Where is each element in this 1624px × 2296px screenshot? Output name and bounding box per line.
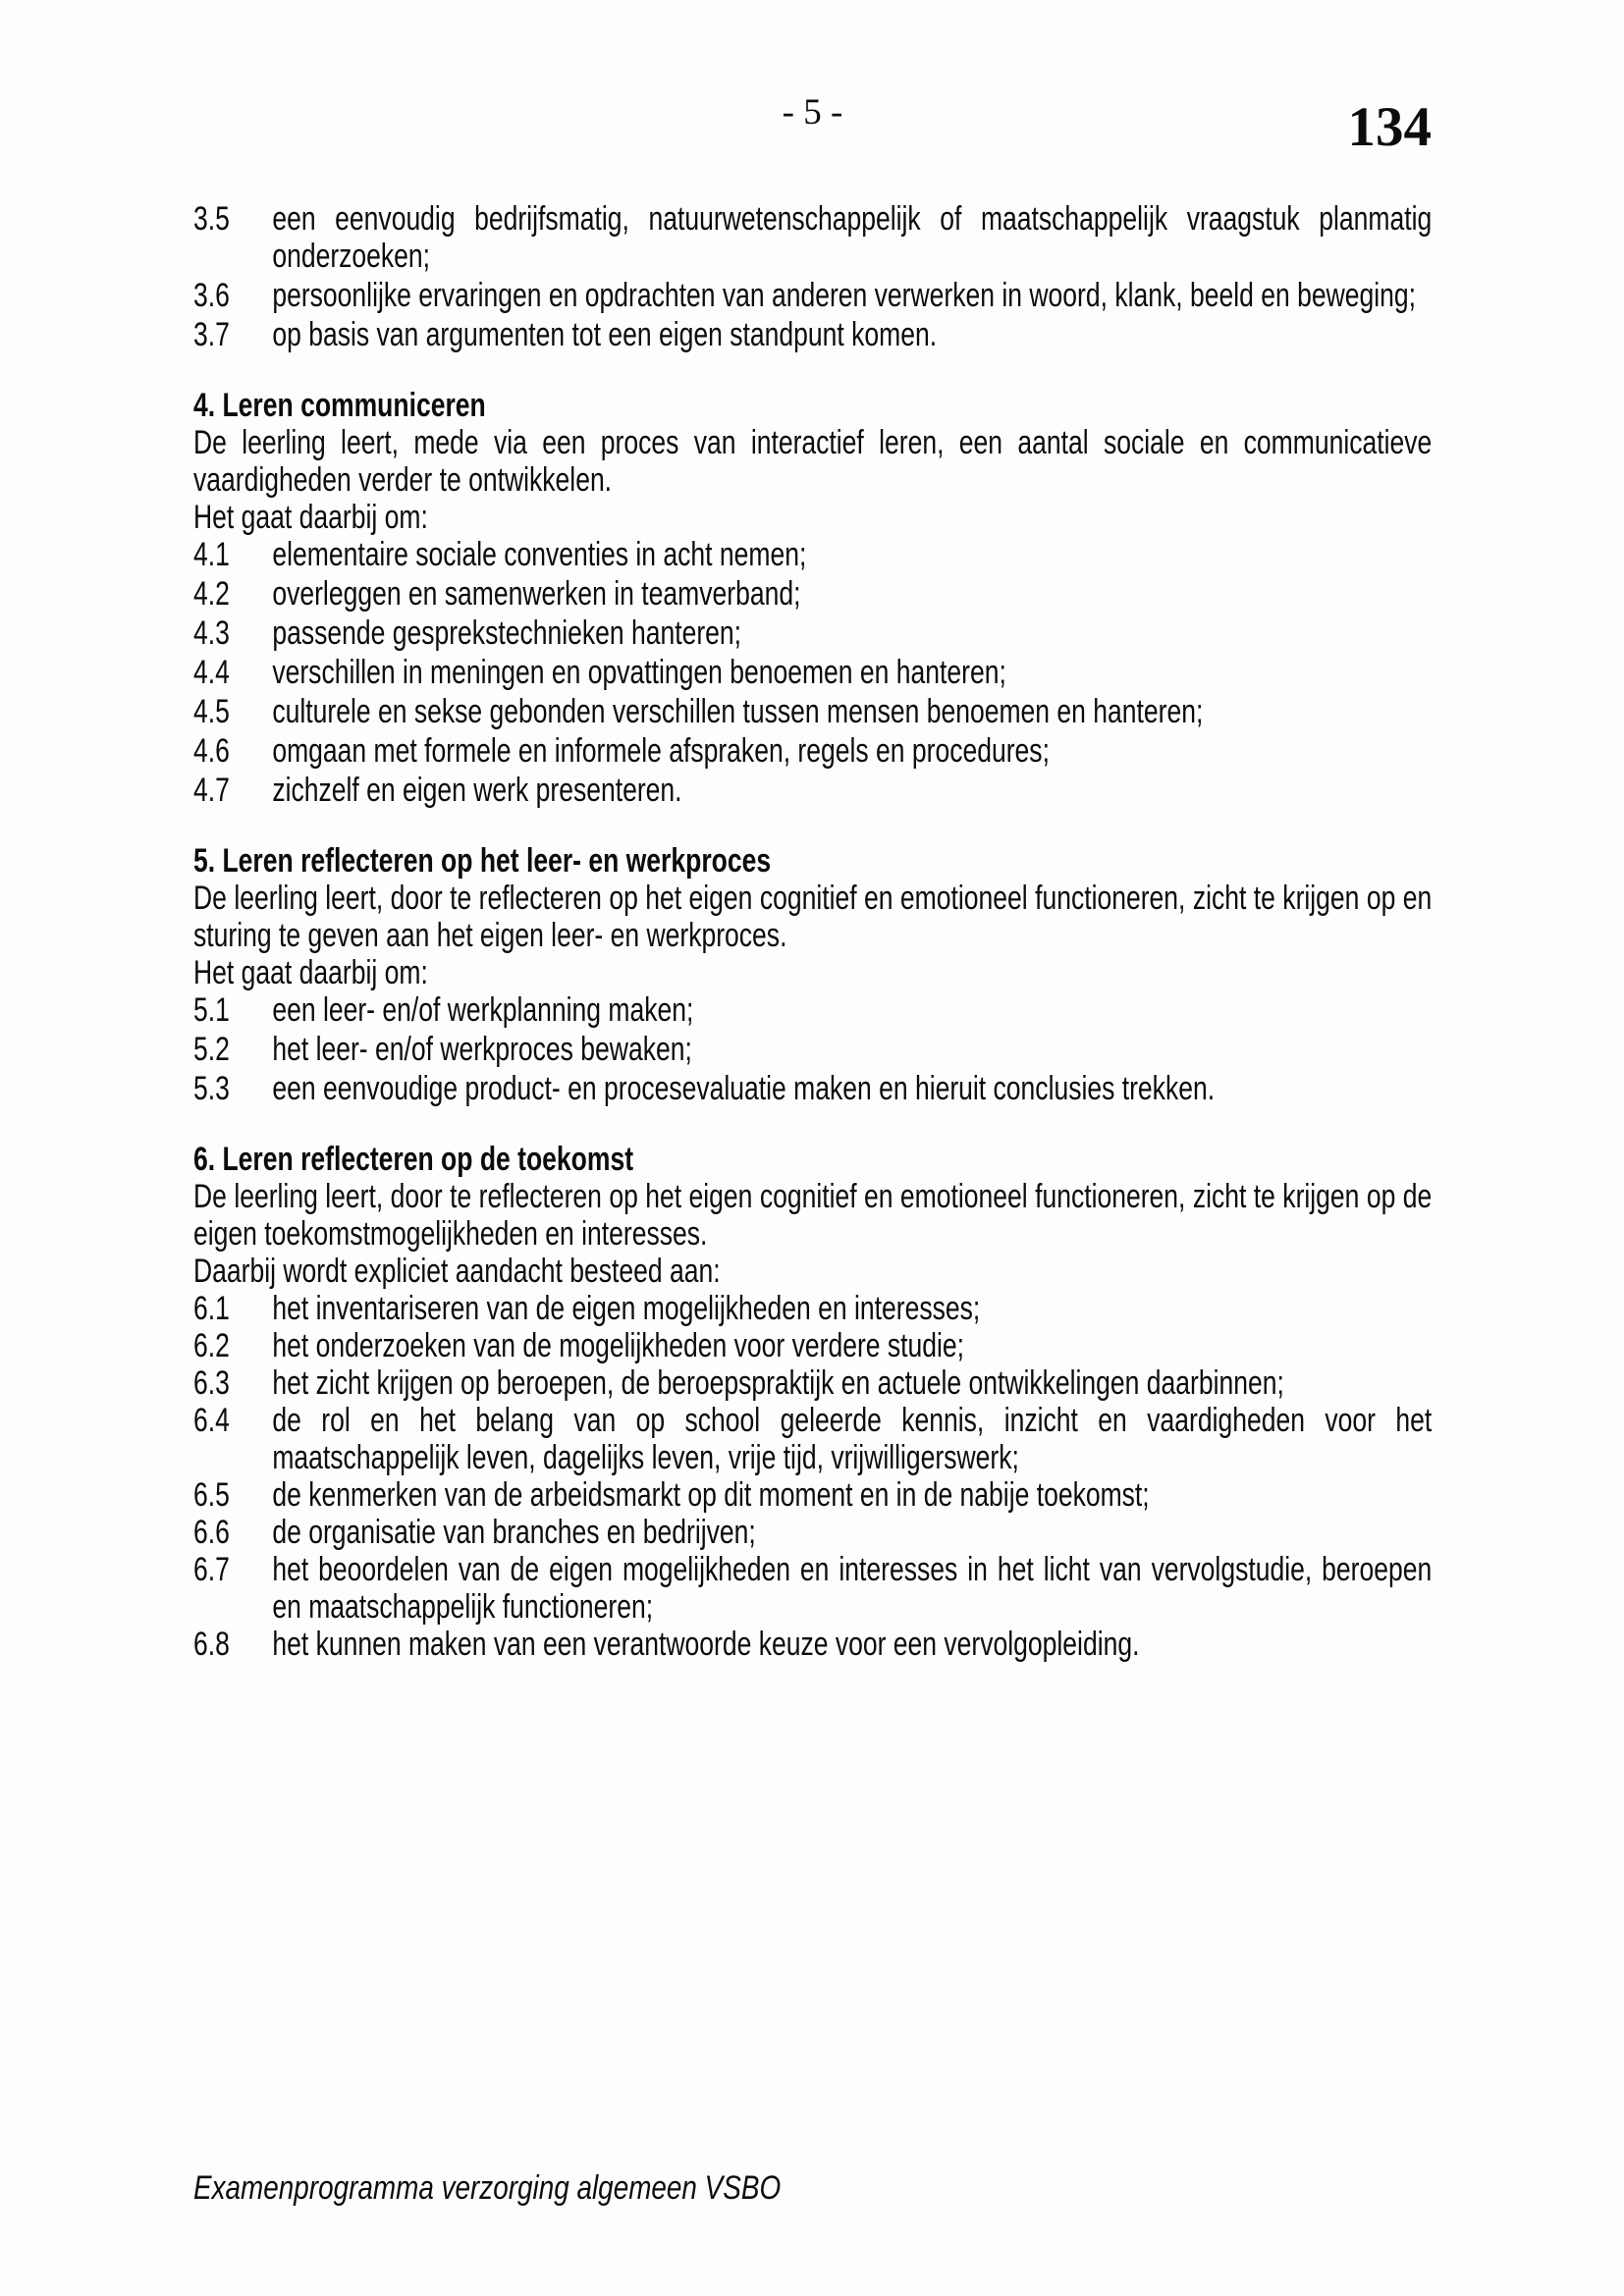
item-text: het leer- en/of werkproces bewaken; xyxy=(272,1031,692,1068)
item-text: persoonlijke ervaringen en opdrachten van anderen verwerken in woord, klank, beeld en beweging; xyxy=(272,277,1417,314)
item-number: 6.2 xyxy=(193,1327,230,1364)
item-number: 5.3 xyxy=(193,1070,230,1107)
item-number: 4.7 xyxy=(193,772,230,809)
item-number: 6.4 xyxy=(193,1402,230,1439)
item-number: 4.4 xyxy=(193,654,230,691)
item-number: 3.5 xyxy=(193,200,230,238)
list-item xyxy=(193,1364,1432,1402)
list-item xyxy=(193,1070,1432,1107)
section-intro: De leerling leert, mede via een proces van interactief leren, een aantal sociale en communicatieve vaardigheden verder te ontwikkelen. xyxy=(193,424,1433,499)
page-number-right: 134 xyxy=(1347,96,1432,158)
item-text: de rol en het belang van op school geleerde kennis, inzicht en vaardigheden voor het maatschappelijk leven, dagelijks leven, vrije tijd, vrijwilligerswerk; xyxy=(272,1402,1433,1476)
list-item xyxy=(193,575,1432,613)
item-text: elementaire sociale conventies in acht nemen; xyxy=(272,536,807,573)
item-number: 4.5 xyxy=(193,693,230,730)
list-item xyxy=(193,654,1432,691)
list-item xyxy=(193,536,1432,573)
document-body xyxy=(193,200,1432,1663)
item-text: de kenmerken van de arbeidsmarkt op dit moment en in de nabije toekomst; xyxy=(272,1476,1150,1514)
item-number: 6.5 xyxy=(193,1476,230,1514)
item-number: 4.1 xyxy=(193,536,230,573)
list-item xyxy=(193,200,1432,275)
list-item xyxy=(193,614,1432,652)
item-text: het beoordelen van de eigen mogelijkheden en interesses in het licht van vervolgstudie, beroepen en maatschappelijk functioneren; xyxy=(272,1551,1433,1626)
section-heading: 4. Leren communiceren xyxy=(193,387,486,424)
list-item xyxy=(193,1626,1432,1663)
section-intro: De leerling leert, door te reflecteren op het eigen cognitief en emotioneel functioneren, zicht te krijgen op en sturing te geven aan het eigen leer- en werkproces. xyxy=(193,880,1433,954)
item-number: 6.1 xyxy=(193,1290,230,1327)
list-item xyxy=(193,1031,1432,1068)
list-item xyxy=(193,1290,1432,1327)
section-heading: 5. Leren reflecteren op het leer- en werkproces xyxy=(193,842,772,880)
page-number-center: - 5 - xyxy=(782,92,843,133)
list-item xyxy=(193,1476,1432,1514)
list-item xyxy=(193,991,1432,1029)
item-number: 4.6 xyxy=(193,732,230,770)
list-item xyxy=(193,772,1432,809)
section-heading: 6. Leren reflecteren op de toekomst xyxy=(193,1141,634,1178)
section-5 xyxy=(193,842,1432,1107)
list-item xyxy=(193,316,1432,353)
item-number: 6.6 xyxy=(193,1514,230,1551)
item-text: het onderzoeken van de mogelijkheden voor verdere studie; xyxy=(272,1327,965,1364)
list-item xyxy=(193,1402,1432,1476)
section-intro: De leerling leert, door te reflecteren op het eigen cognitief en emotioneel functioneren, zicht te krijgen op de eigen toekomstmogelijkheden en interesses. xyxy=(193,1178,1433,1253)
footer-text: Examenprogramma verzorging algemeen VSBO xyxy=(193,2169,782,2207)
item-text: de organisatie van branches en bedrijven; xyxy=(272,1514,756,1551)
section-lead-in: Het gaat daarbij om: xyxy=(193,499,428,536)
item-text: passende gesprekstechnieken hanteren; xyxy=(272,614,742,652)
item-number: 6.7 xyxy=(193,1551,230,1588)
item-text: overleggen en samenwerken in teamverband; xyxy=(272,575,801,613)
item-text: een eenvoudig bedrijfsmatig, natuurwetenschappelijk of maatschappelijk vraagstuk planmatig onderzoeken; xyxy=(272,200,1433,275)
list-item xyxy=(193,732,1432,770)
item-number: 3.7 xyxy=(193,316,230,353)
section-3 xyxy=(193,200,1432,353)
item-text: het kunnen maken van een verantwoorde keuze voor een vervolgopleiding. xyxy=(272,1626,1140,1663)
item-number: 6.8 xyxy=(193,1626,230,1663)
section-4 xyxy=(193,387,1432,809)
item-text: culturele en sekse gebonden verschillen tussen mensen benoemen en hanteren; xyxy=(272,693,1204,730)
item-number: 6.3 xyxy=(193,1364,230,1402)
item-text: op basis van argumenten tot een eigen standpunt komen. xyxy=(272,316,938,353)
item-number: 5.1 xyxy=(193,991,230,1029)
item-number: 5.2 xyxy=(193,1031,230,1068)
item-text: het zicht krijgen op beroepen, de beroepspraktijk en actuele ontwikkelingen daarbinnen; xyxy=(272,1364,1284,1402)
page-footer xyxy=(193,2169,781,2207)
item-text: een leer- en/of werkplanning maken; xyxy=(272,991,694,1029)
item-number: 4.2 xyxy=(193,575,230,613)
section-lead-in: Daarbij wordt expliciet aandacht besteed aan: xyxy=(193,1253,721,1290)
list-item xyxy=(193,1327,1432,1364)
item-text: het inventariseren van de eigen mogelijkheden en interesses; xyxy=(272,1290,981,1327)
list-item xyxy=(193,277,1432,314)
list-item xyxy=(193,693,1432,730)
section-lead-in: Het gaat daarbij om: xyxy=(193,954,428,991)
item-text: zichzelf en eigen werk presenteren. xyxy=(272,772,682,809)
section-6 xyxy=(193,1141,1432,1663)
item-text: een eenvoudige product- en procesevaluatie maken en hieruit conclusies trekken. xyxy=(272,1070,1216,1107)
item-number: 3.6 xyxy=(193,277,230,314)
item-text: omgaan met formele en informele afspraken, regels en procedures; xyxy=(272,732,1050,770)
list-item xyxy=(193,1514,1432,1551)
item-text: verschillen in meningen en opvattingen benoemen en hanteren; xyxy=(272,654,1006,691)
list-item xyxy=(193,1551,1432,1626)
item-number: 4.3 xyxy=(193,614,230,652)
